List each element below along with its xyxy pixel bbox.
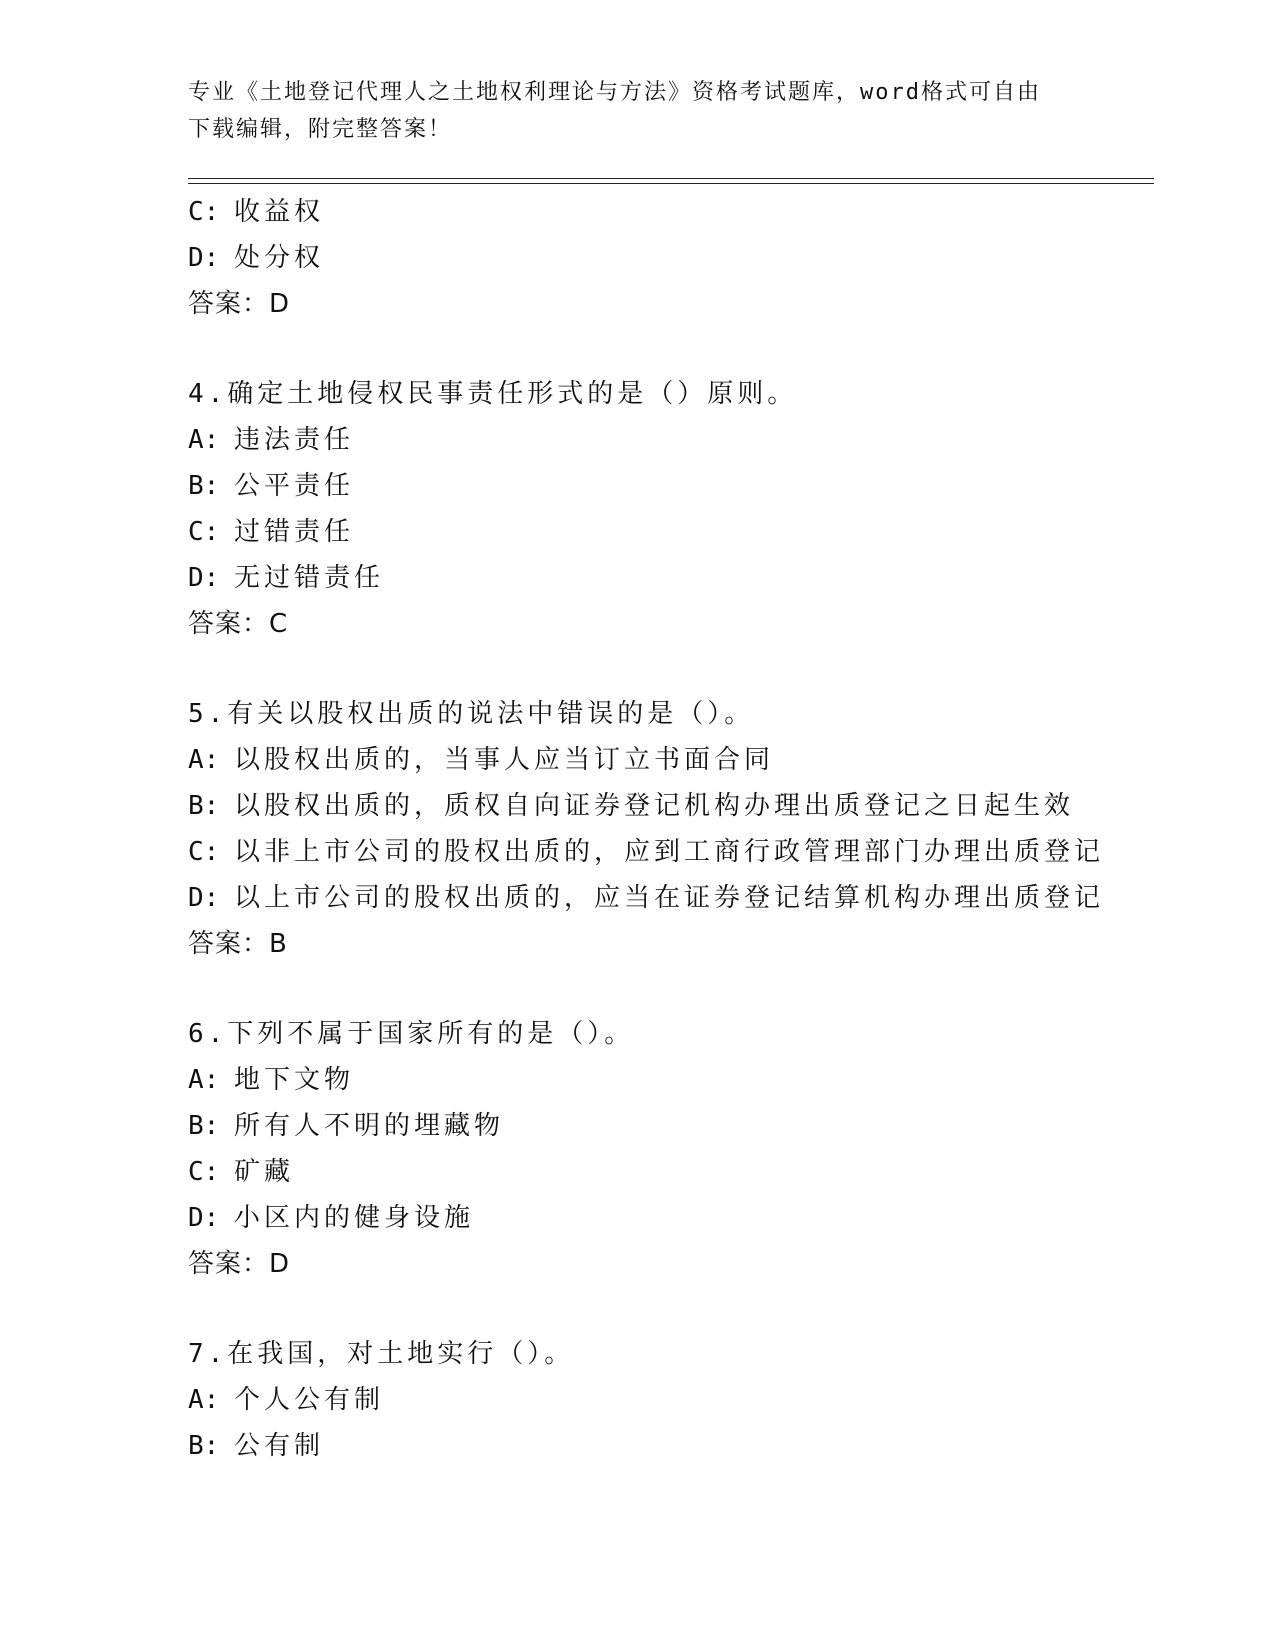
option-d bbox=[188, 875, 1154, 921]
option-c bbox=[188, 509, 1154, 555]
option-text: 矿藏 bbox=[234, 1157, 295, 1187]
header-divider-top bbox=[188, 178, 1154, 179]
option-a bbox=[188, 1057, 1154, 1103]
option-text: 地下文物 bbox=[234, 1065, 355, 1095]
option-c bbox=[188, 829, 1154, 875]
question-7: 7.在我国，对土地实行（）。 bbox=[188, 1339, 575, 1369]
question-5: 5.有关以股权出质的说法中错误的是（）。 bbox=[188, 699, 755, 729]
question-6: 6.下列不属于国家所有的是（）。 bbox=[188, 1019, 635, 1049]
option-d bbox=[188, 1195, 1154, 1241]
option-label: D: bbox=[188, 1203, 220, 1233]
option-text: 个人公有制 bbox=[234, 1385, 385, 1415]
option-label: A: bbox=[188, 745, 220, 775]
question-list bbox=[188, 189, 1154, 1469]
header-line-2: 下载编辑，附完整答案！ bbox=[188, 117, 453, 142]
option-text: 收益权 bbox=[234, 197, 325, 227]
option-label: B: bbox=[188, 471, 220, 501]
header-divider-bottom bbox=[188, 183, 1154, 184]
option-c bbox=[188, 1149, 1154, 1195]
option-label: A: bbox=[188, 1385, 220, 1415]
option-text: 公有制 bbox=[234, 1431, 325, 1461]
option-b bbox=[188, 1103, 1154, 1149]
option-text: 以股权出质的，质权自向证券登记机构办理出质登记之日起生效 bbox=[234, 791, 1075, 821]
option-a bbox=[188, 417, 1154, 463]
option-label: C: bbox=[188, 837, 220, 867]
option-label: A: bbox=[188, 425, 220, 455]
answer-line: 答案：D bbox=[188, 1249, 291, 1279]
document-header bbox=[188, 74, 1068, 148]
option-text: 小区内的健身设施 bbox=[234, 1203, 475, 1233]
option-b bbox=[188, 783, 1154, 829]
option-d bbox=[188, 235, 1154, 281]
option-text: 公平责任 bbox=[234, 471, 355, 501]
option-label: A: bbox=[188, 1065, 220, 1095]
option-d bbox=[188, 555, 1154, 601]
option-text: 违法责任 bbox=[234, 425, 355, 455]
option-b bbox=[188, 1423, 1154, 1469]
option-label: B: bbox=[188, 791, 220, 821]
option-label: D: bbox=[188, 243, 220, 273]
option-label: D: bbox=[188, 883, 220, 913]
question-4: 4.确定土地侵权民事责任形式的是（）原则。 bbox=[188, 379, 798, 409]
option-label: D: bbox=[188, 563, 220, 593]
option-text: 以非上市公司的股权出质的，应到工商行政管理部门办理出质登记 bbox=[234, 837, 1105, 867]
option-a bbox=[188, 1377, 1154, 1423]
option-label: C: bbox=[188, 197, 220, 227]
option-b bbox=[188, 463, 1154, 509]
option-label: C: bbox=[188, 1157, 220, 1187]
option-label: B: bbox=[188, 1111, 220, 1141]
option-label: C: bbox=[188, 517, 220, 547]
option-text: 以上市公司的股权出质的，应当在证券登记结算机构办理出质登记 bbox=[234, 883, 1105, 913]
option-a bbox=[188, 737, 1154, 783]
option-text: 过错责任 bbox=[234, 517, 355, 547]
header-line-1: 专业《土地登记代理人之土地权利理论与方法》资格考试题库，word格式可自由 bbox=[188, 80, 1041, 105]
answer-line: 答案：B bbox=[188, 929, 288, 959]
option-text: 无过错责任 bbox=[234, 563, 385, 593]
answer-line: 答案：D bbox=[188, 289, 291, 319]
option-text: 以股权出质的，当事人应当订立书面合同 bbox=[234, 745, 775, 775]
answer-line: 答案：C bbox=[188, 609, 289, 639]
option-c bbox=[188, 189, 1154, 235]
option-text: 所有人不明的埋藏物 bbox=[234, 1111, 505, 1141]
option-text: 处分权 bbox=[234, 243, 325, 273]
option-label: B: bbox=[188, 1431, 220, 1461]
